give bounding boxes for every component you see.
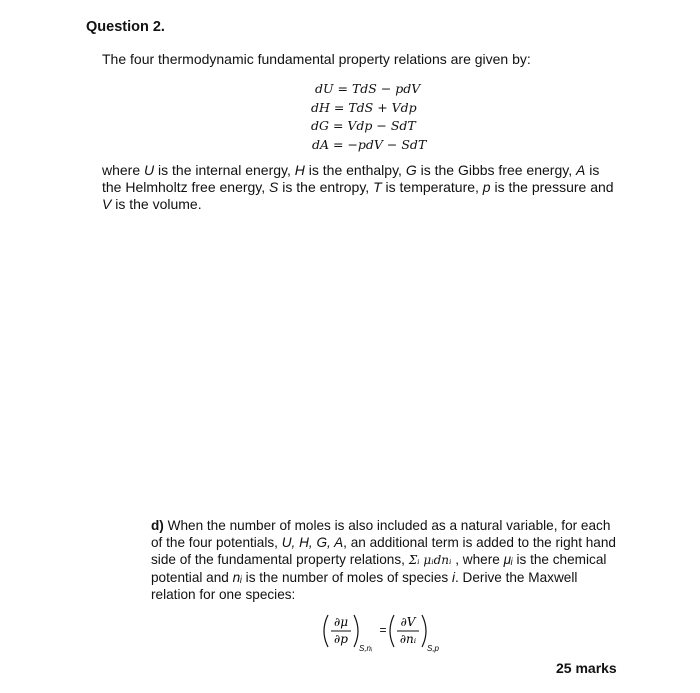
equals-sign: =: [379, 623, 387, 637]
rhs-open-paren: [390, 615, 394, 647]
rhs-numerator: ∂V: [400, 615, 416, 629]
maxwell-relation: [320, 610, 450, 655]
lhs-numerator: ∂μ: [333, 615, 349, 629]
definitions-paragraph: where U is the internal energy, H is the enthalpy, G is the Gibbs free energy, A is the Helmholtz free energy, S is the entropy, T is temperature, p is the pressure and V is the volume.: [102, 162, 614, 212]
lhs-close-paren: [354, 615, 358, 647]
part-d-paragraph: d) When the number of moles is also included as a natural variable, for each of the four potentials, U, H, G, A, an additional term is added to the right hand side of the fundamental property relations, Σᵢ μᵢdnᵢ , where μᵢ is the chemical potential and nᵢ is the number of moles of species i. Derive the Maxwell relation for one species:: [151, 518, 616, 602]
equation-dG: dG = Vdp − SdT: [311, 118, 416, 133]
lhs-open-paren: [324, 615, 328, 647]
rhs-close-paren: [422, 615, 426, 647]
sum-term: Σᵢ μᵢdnᵢ: [408, 553, 452, 567]
equation-dU: dU = TdS − pdV: [315, 81, 421, 96]
intro-text: The four thermodynamic fundamental property relations are given by:: [102, 51, 531, 67]
question-title: Question 2.: [86, 19, 165, 35]
rhs-subscript: S,p: [427, 644, 440, 653]
lhs-denominator: ∂p: [334, 632, 348, 646]
lhs-subscript: S,nᵢ: [359, 644, 373, 653]
marks-label: 25 marks: [556, 660, 617, 676]
equation-dH: dH = TdS + Vdp: [311, 100, 417, 115]
rhs-denominator: ∂nᵢ: [399, 632, 417, 646]
equation-dA: dA = −pdV − SdT: [312, 137, 427, 152]
